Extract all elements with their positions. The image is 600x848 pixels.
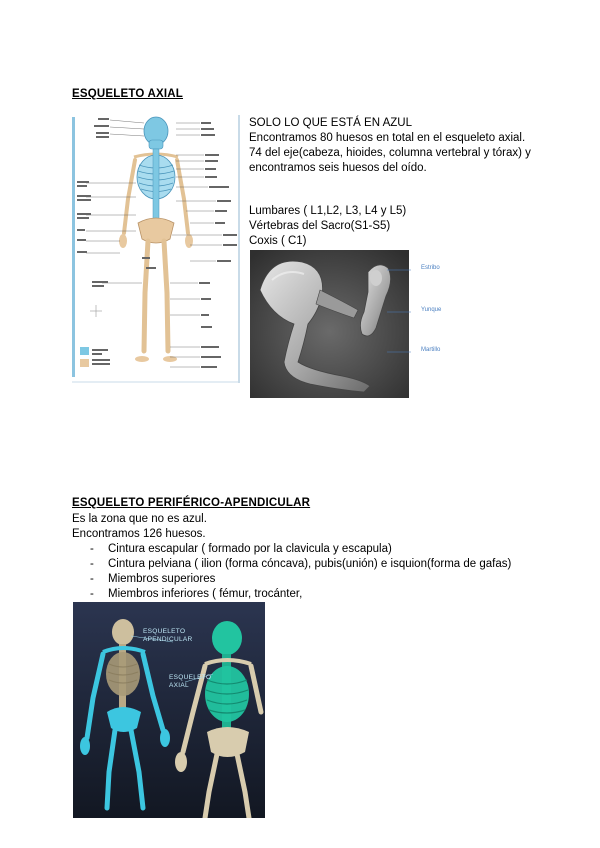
peripheral-heading: ESQUELETO PERIFÉRICO-APENDICULAR [72, 497, 311, 509]
peripheral-line-1: Es la zona que no es azul. [72, 513, 207, 525]
label-esqueleto-axial: ESQUELETO AXIAL [169, 674, 212, 689]
axial-line-4: encontramos seis huesos del oído. [249, 162, 427, 174]
axial-heading: ESQUELETO AXIAL [72, 88, 183, 100]
label-yunque: Yunque [421, 307, 442, 313]
bullet-cintura-pelviana: - Cintura pelviana ( ilion (forma cóncava), pubis(unión) e isquion(forma de gafas) [90, 558, 512, 570]
vertebrae-coxis: Coxis ( C1) [249, 235, 307, 247]
axial-text-block [249, 116, 549, 176]
peripheral-bullet-list [90, 542, 511, 602]
bullet-cintura-escapular: - Cintura escapular ( formado por la clavicula y escapula) [90, 543, 392, 555]
appendicular-axial-render [73, 602, 265, 818]
axial-line-1: SOLO LO QUE ESTÁ EN AZUL [249, 117, 412, 129]
ear-ossicles-micrograph [250, 250, 409, 398]
bullet-miembros-superiores: - Miembros superiores [90, 573, 216, 585]
label-estribo: Estribo [421, 265, 440, 271]
ear-labels [411, 262, 451, 362]
axial-skeleton-diagram [72, 115, 240, 383]
peripheral-line-2: Encontramos 126 huesos. [72, 528, 206, 540]
label-esqueleto-apendicular: ESQUELETO APENDICULAR [143, 628, 193, 643]
bullet-miembros-inferiores: - Miembros inferiores ( fémur, trocánter, [90, 588, 303, 600]
vertebrae-sacro: Vértebras del Sacro(S1-S5) [249, 220, 391, 232]
label-martillo: Martillo [421, 347, 441, 353]
axial-line-2: Encontramos 80 huesos en total en el esqueleto axial. [249, 132, 526, 144]
vertebrae-text-block [249, 204, 549, 249]
axial-line-3: 74 del eje(cabeza, hioides, columna vertebral y tórax) y [249, 147, 531, 159]
peripheral-text-block [72, 512, 522, 542]
vertebrae-lumbares: Lumbares ( L1,L2, L3, L4 y L5) [249, 205, 407, 217]
